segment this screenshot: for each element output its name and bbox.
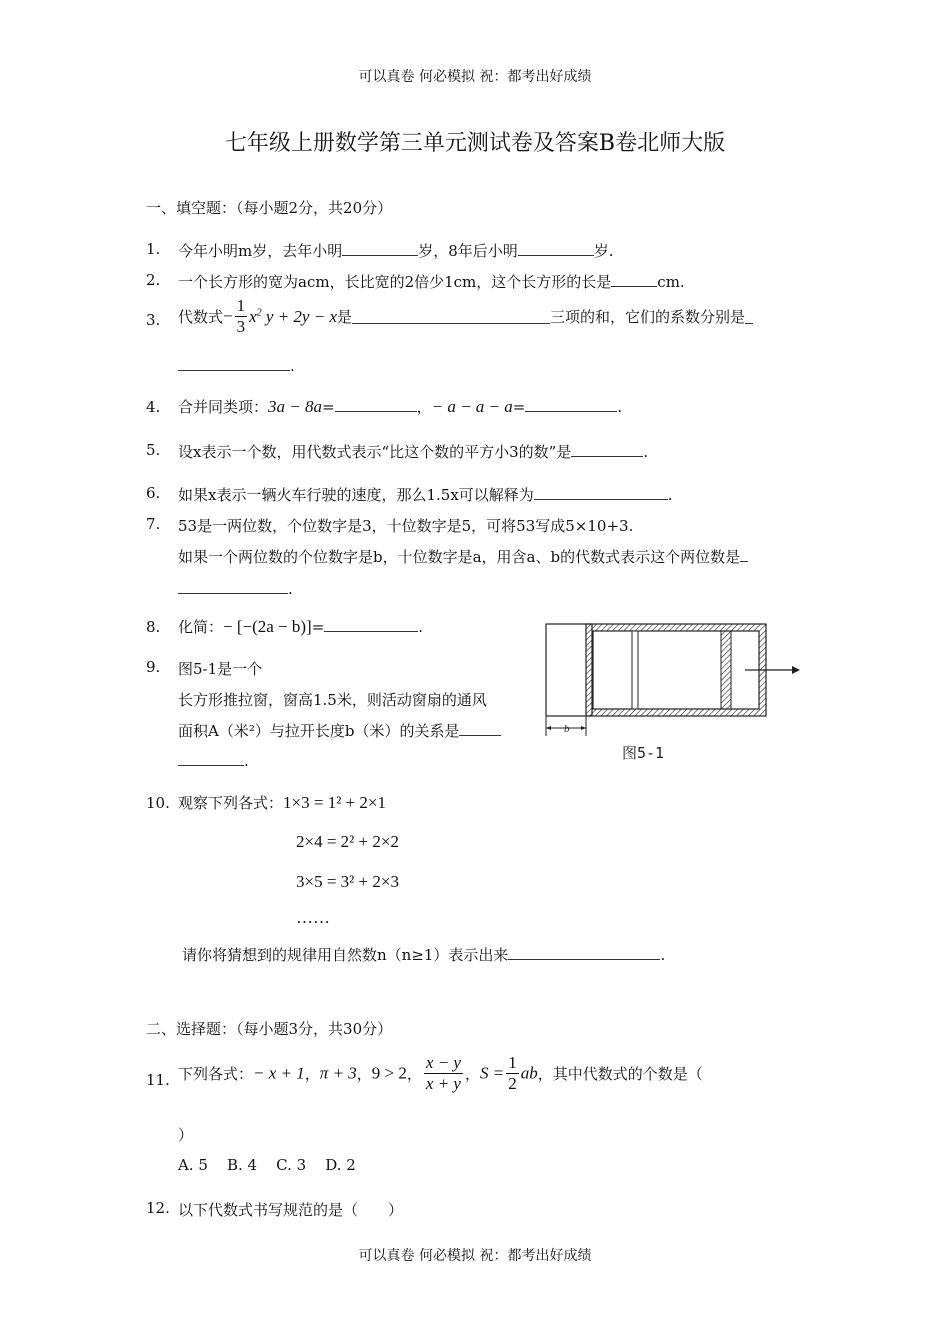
page-header: 可以真卷 何必模拟 祝：都考出好成绩: [358, 69, 592, 85]
fixed-pane: [546, 624, 592, 716]
sash-right-bar: [721, 631, 731, 709]
page-title: 七年级上册数学第三单元测试卷及答案B卷北师大版: [224, 131, 726, 156]
q11-options: A. 5 B. 4 C. 3 D. 2: [178, 1156, 356, 1174]
q1-number: 1.: [146, 240, 161, 258]
b-dimension-label: b: [564, 723, 570, 735]
section-1-heading: 一、填空题：（每小题2分，共20分）: [146, 199, 393, 217]
q9-number: 9.: [146, 658, 161, 676]
section-2-heading: 二、选择题：（每小题3分，共30分）: [146, 1020, 393, 1038]
q9-text-2: 长方形推拉窗，窗高1.5米，则活动窗扇的通风: [178, 691, 487, 709]
figure-caption: 图5-1: [622, 744, 665, 762]
q9-text-3: 面积A（米²）与拉开长度b（米）的关系是: [178, 720, 501, 741]
q6-number: 6.: [146, 484, 161, 502]
q2-text: 一个长方形的宽为acm，长比宽的2倍少1cm，这个长方形的长是 cm.: [178, 273, 685, 291]
q7-text-3: .: [178, 579, 293, 598]
q12-text: 以下代数式书写规范的是（ ）: [178, 1201, 404, 1219]
q3-number: 3.: [146, 311, 161, 329]
q11-number: 11.: [146, 1071, 170, 1089]
q12-number: 12.: [146, 1199, 170, 1217]
q3-text-cont: .: [178, 356, 295, 375]
q8-text: 化简：− [−(2a − b)]= .: [178, 617, 424, 636]
q8-number: 8.: [146, 618, 161, 636]
q5-number: 5.: [146, 441, 161, 459]
q10-question: 请你将猜想到的规律用自然数n（n≥1）表示出来 .: [182, 946, 666, 964]
window-frame-inner: [593, 631, 759, 709]
q4-number: 4.: [146, 398, 161, 416]
sash-left-bar: [632, 631, 638, 709]
window-figure: [540, 618, 805, 768]
q1-text: 今年小明m岁，去年小明 岁，8年后小明 岁.: [178, 242, 614, 260]
q9-text-1: 图5-1是一个: [178, 660, 263, 678]
q4-text: 合并同类项：3a − 8a= ，− a − a − a= .: [178, 397, 623, 416]
q5-text: 设x表示一个数，用代数式表示“比这个数的平方小3的数”是 .: [178, 443, 649, 461]
q10-dots: ……: [296, 908, 330, 927]
q9-text-4: .: [178, 751, 249, 770]
q10-text: 观察下列各式：1×3 = 1² + 2×1: [178, 793, 386, 812]
q11-text: 下列各式：− x + 1，π + 3，9 > 2， $\frac{x - y}{x + y}$ ，S = $\frac{1}{2}$ ab，其中代数式的个数是（: [178, 1053, 703, 1093]
q10-eq2: 2×4 = 2² + 2×2: [296, 832, 399, 851]
q2-number: 2.: [146, 271, 161, 289]
pull-arrowhead: [792, 666, 800, 674]
q10-eq3: 3×5 = 3² + 2×3: [296, 872, 399, 891]
q3-text: 代数式− $\frac{1}{3}$ $x^2$ y + 2y − x是 三项的和，它们的系数分别是: [178, 296, 753, 337]
q7-number: 7.: [146, 515, 161, 533]
q7-text: 53是一两位数，个位数字是3，十位数字是5，可将53写成5×10+3.: [178, 517, 634, 535]
page-footer: 可以真卷 何必模拟 祝：都考出好成绩: [358, 1248, 592, 1264]
q7-text-2: 如果一个两位数的个位数字是b，十位数字是a，用含a、b的代数式表示这个两位数是: [178, 546, 748, 567]
q11-close: ）: [178, 1126, 194, 1144]
q10-number: 10.: [146, 794, 170, 812]
q6-text: 如果x表示一辆火车行驶的速度，那么1.5x可以解释为 .: [178, 486, 673, 504]
